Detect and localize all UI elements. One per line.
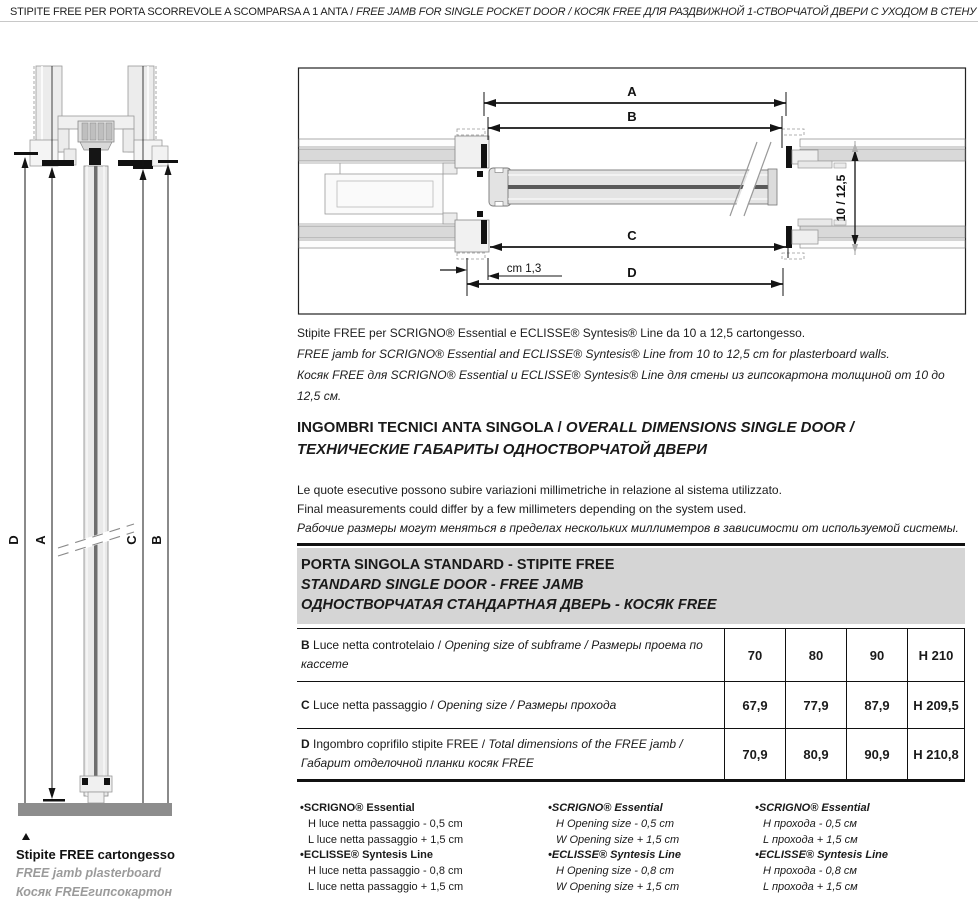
row-label-ru: Размеры проема по кассете xyxy=(301,638,703,671)
left-caption-en: FREE jamb plasterboard xyxy=(16,866,162,880)
horizontal-section-drawing xyxy=(297,66,967,318)
cell-value: 80,9 xyxy=(785,729,846,779)
section-title-it: INGOMBRI TECNICI ANTA SINGOLA / xyxy=(297,419,566,436)
row-label-en: Opening size / xyxy=(437,697,518,712)
note-line: H luce netta passaggio - 0,5 cm xyxy=(308,817,463,830)
row-label xyxy=(297,682,724,728)
section-notes xyxy=(297,481,969,538)
cell-value: 70 xyxy=(724,629,785,681)
cell-value: H 210,8 xyxy=(907,729,965,779)
cell-value: 67,9 xyxy=(724,682,785,728)
drawing-caption-ru: Косяк FREE для SCRIGNO® Essential и ECLISSE® Syntesis® Line для стены из гипсокартона толщиной от 10 до 12,5 см. xyxy=(297,368,945,403)
vertical-section-drawing xyxy=(0,53,195,848)
note-line: H Opening size - 0,5 cm xyxy=(556,817,674,830)
footer-notes-ru xyxy=(755,801,969,896)
note-line: L прохода + 1,5 см xyxy=(763,880,858,893)
cell-value: H 209,5 xyxy=(907,682,965,728)
left-caption-it: Stipite FREE cartongesso xyxy=(16,847,175,862)
brand-scrigno: • SCRIGNO® Essential xyxy=(300,801,540,817)
row-label-ru: Размеры прохода xyxy=(517,697,617,712)
table-title-it: PORTA SINGOLA STANDARD - STIPITE FREE xyxy=(301,557,615,573)
cell-value: 90 xyxy=(846,629,907,681)
brand-eclisse: • ECLISSE® Syntesis Line xyxy=(755,848,969,864)
dim-label-b: B xyxy=(149,535,164,545)
row-letter: D xyxy=(301,737,310,751)
dim-label-c: C xyxy=(627,228,637,243)
page-header-it: STIPITE FREE PER PORTA SCORREVOLE A SCOMPARSA A 1 ANTA / xyxy=(10,6,357,18)
note-line: H прохода - 0,8 см xyxy=(763,865,857,878)
note-ru: Рабочие размеры могут меняться в пределах нескольких миллиметров в зависимости от используемой системы. xyxy=(297,521,959,535)
drawing-caption-it: Stipite FREE per SCRIGNO® Essential e ECLISSE® Syntesis® Line da 10 a 12,5 cartongesso. xyxy=(297,326,806,340)
reference-marker xyxy=(22,833,30,840)
table-row xyxy=(297,681,965,728)
dim-label-d: D xyxy=(627,265,637,280)
drawing-caption xyxy=(297,323,969,407)
row-letter: C xyxy=(301,697,310,712)
cell-value: 70,9 xyxy=(724,729,785,779)
table-body xyxy=(297,628,965,782)
row-letter: B xyxy=(301,638,310,652)
dim-label-b: B xyxy=(627,109,637,124)
left-caption-ru: Косяк FREEгипсокартон xyxy=(16,885,173,899)
page-header-en: FREE JAMB FOR SINGLE POCKET DOOR / xyxy=(356,6,574,18)
header-divider xyxy=(0,21,978,22)
row-label-en: Total dimensions of the FREE jamb / xyxy=(488,737,683,751)
brand-scrigno: • SCRIGNO® Essential xyxy=(755,801,969,817)
note-line: H luce netta passaggio - 0,8 cm xyxy=(308,865,463,878)
table-title xyxy=(297,548,965,624)
table-title-ru: ОДНОСТВОРЧАТАЯ СТАНДАРТНАЯ ДВЕРЬ - КОСЯК FREE xyxy=(301,597,717,613)
cell-value: 80 xyxy=(785,629,846,681)
cell-value: 90,9 xyxy=(846,729,907,779)
note-line: L прохода + 1,5 см xyxy=(763,833,858,846)
door-panel xyxy=(84,166,108,796)
row-label-ru: Габарит отделочной планки косяк FREE xyxy=(301,756,534,770)
note-line: L luce netta passaggio + 1,5 cm xyxy=(308,833,464,846)
floor-slab xyxy=(18,803,172,816)
row-label xyxy=(297,629,724,681)
footer-notes-it xyxy=(300,801,540,896)
note-en: Final measurements could differ by a few millimeters depending on the system used. xyxy=(297,502,747,516)
cell-value: 87,9 xyxy=(846,682,907,728)
drawing-caption-en: FREE jamb for SCRIGNO® Essential and ECLISSE® Syntesis® Line from 10 to 12,5 cm for plasterboard walls. xyxy=(297,347,890,361)
row-label xyxy=(297,729,724,779)
dim-label-a: A xyxy=(627,84,637,99)
cell-value: 77,9 xyxy=(785,682,846,728)
brand-eclisse: • ECLISSE® Syntesis Line xyxy=(300,848,540,864)
row-label-en: Opening size of subframe / xyxy=(444,638,592,652)
footer-notes-en xyxy=(548,801,750,896)
row-label-it: Ingombro coprifilo stipite FREE / xyxy=(313,737,489,751)
section-title-ru: ТЕХНИЧЕСКИЕ ГАБАРИТЫ ОДНОСТВОРЧАТОЙ ДВЕРИ xyxy=(297,441,708,458)
brand-scrigno: • SCRIGNO® Essential xyxy=(548,801,750,817)
dim-label-c: C xyxy=(124,535,139,545)
table-row xyxy=(297,628,965,681)
dim-label-d: D xyxy=(6,535,21,545)
note-line: H Opening size - 0,8 cm xyxy=(556,865,674,878)
dim-label-wall-thickness: 10 / 12,5 xyxy=(834,174,848,222)
cell-value: H 210 xyxy=(907,629,965,681)
left-drawing-caption xyxy=(16,845,286,902)
note-line: W Opening size + 1,5 cm xyxy=(556,833,680,846)
brand-eclisse: • ECLISSE® Syntesis Line xyxy=(548,848,750,864)
note-it: Le quote esecutive possono subire variazioni millimetriche in relazione al sistema utilizzato. xyxy=(297,483,782,497)
roller-pin xyxy=(89,148,101,165)
floor-guide xyxy=(80,776,112,803)
dimensions-table xyxy=(297,543,965,782)
dim-label-cm: cm 1,3 xyxy=(506,263,542,275)
row-label-it: Luce netta controtelaio / xyxy=(313,638,445,652)
table-row xyxy=(297,728,965,779)
dim-label-a: A xyxy=(33,535,48,545)
row-label-it: Luce netta passaggio / xyxy=(313,697,438,712)
section-title xyxy=(297,417,969,461)
note-line: H прохода - 0,5 см xyxy=(763,817,857,830)
section-title-en: OVERALL DIMENSIONS SINGLE DOOR / xyxy=(565,419,854,436)
table-title-en: STANDARD SINGLE DOOR - FREE JAMB xyxy=(301,577,584,593)
door-panel xyxy=(489,168,777,206)
page-header xyxy=(10,6,977,18)
note-line: W Opening size + 1,5 cm xyxy=(556,880,680,893)
page-header-ru: КОСЯК FREE ДЛЯ РАЗДВИЖНОЙ 1-СТВОРЧАТОЙ ДВЕРИ С УХОДОМ В СТЕНУ xyxy=(573,6,977,18)
note-line: L luce netta passaggio + 1,5 cm xyxy=(308,880,464,893)
